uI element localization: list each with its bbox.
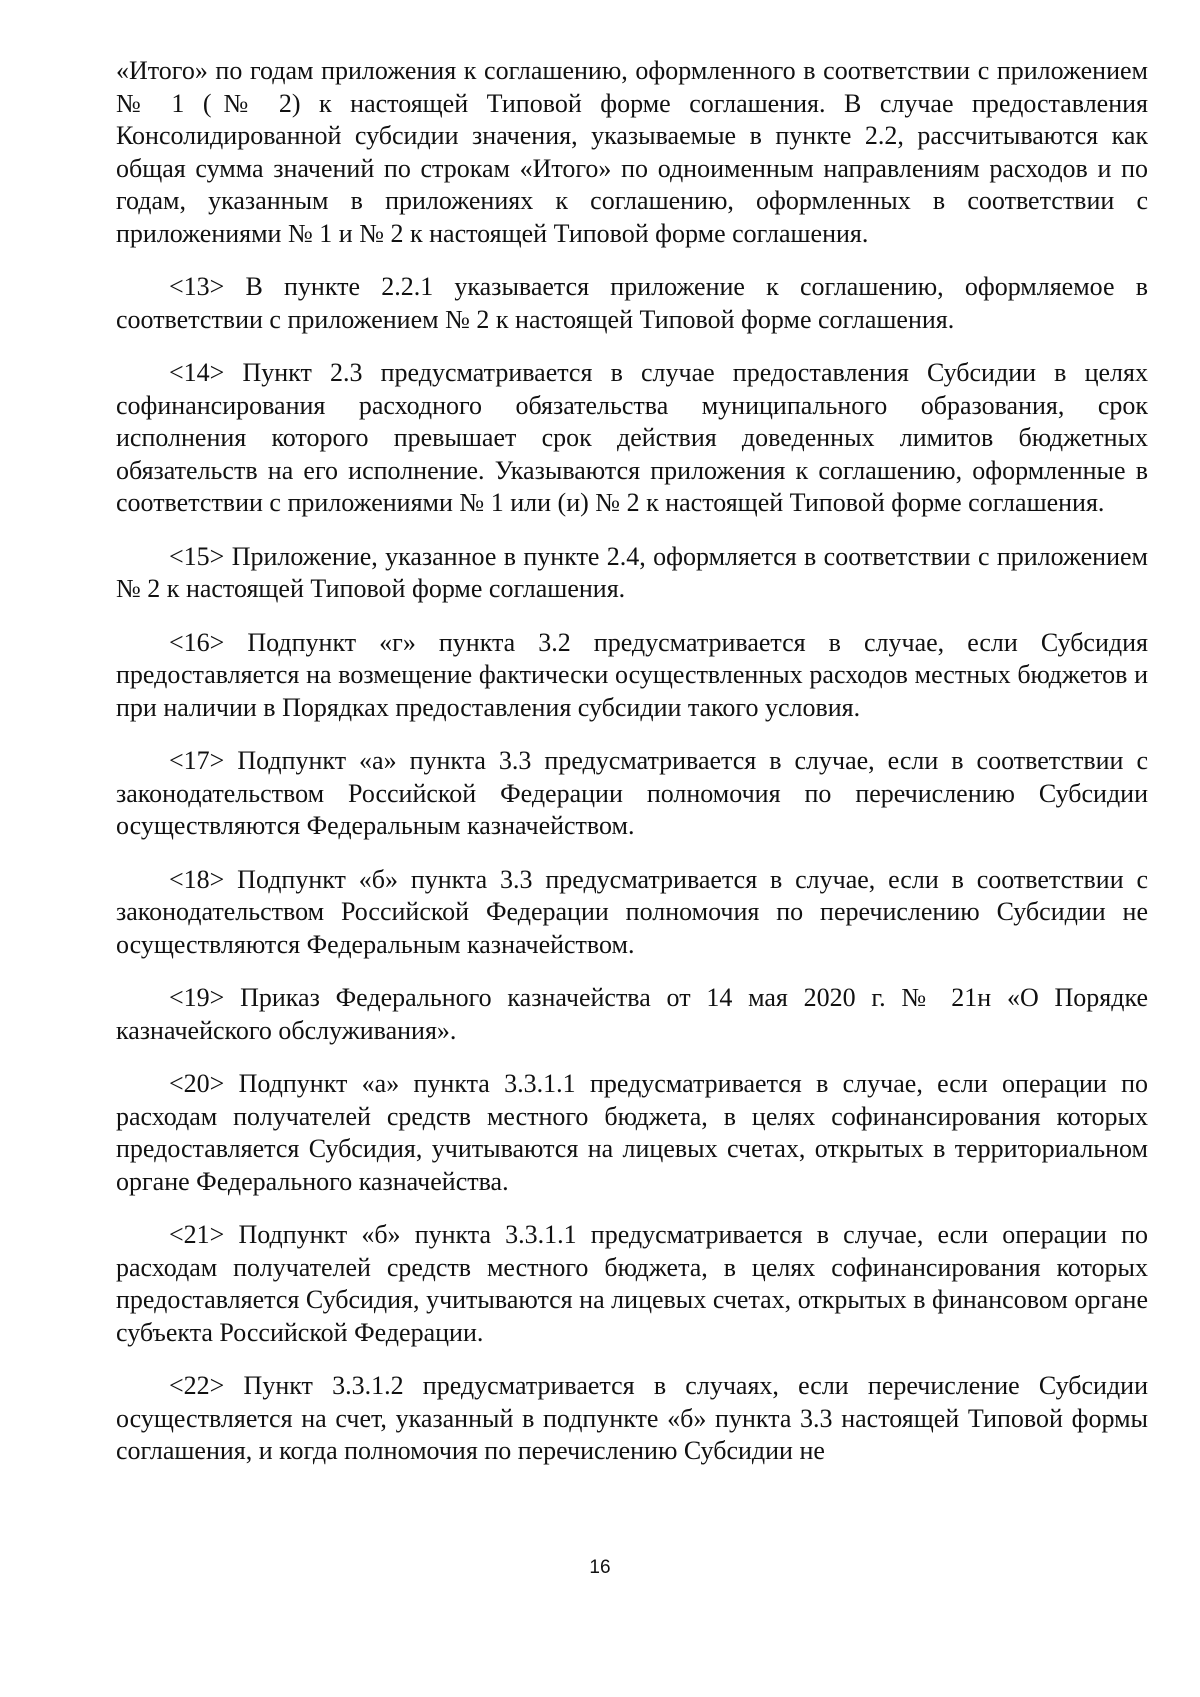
footnote-21: <21> Подпункт «б» пункта 3.3.1.1 предусматривается в случае, если операции по расходам получателей средств местного бюджета, в целях софинансирования которых предоставляется Субсидия, учитываются на лицевых счетах, открытых в финансовом органе субъекта Российской Федерации. (116, 1220, 1148, 1347)
footnote-18: <18> Подпункт «б» пункта 3.3 предусматривается в случае, если в соответствии с законодательством Российской Федерации полномочия по перечислению Субсидии не осуществляются Федеральным казначейством. (116, 864, 1148, 959)
footnote-15: <15> Приложение, указанное в пункте 2.4, оформляется в соответствии с приложением № 2 к настоящей Типовой форме соглашения. (116, 541, 1148, 603)
footnote-22: <22> Пункт 3.3.1.2 предусматривается в случаях, если перечисление Субсидии осуществляется на счет, указанный в подпункте «б» пункта 3.3 настоящей Типовой формы соглашения, и когда полномочия по перечислению Субсидии не (116, 1371, 1148, 1465)
footnote-20: <20> Подпункт «а» пункта 3.3.1.1 предусматривается в случае, если операции по расходам получателей средств местного бюджета, в целях софинансирования которых предоставляется Субсидия, учитываются на лицевых счетах, открытых в территориальном органе Федерального казначейства. (116, 1069, 1148, 1196)
footnote-13: <13> В пункте 2.2.1 указывается приложение к соглашению, оформляемое в соответствии с приложением № 2 к настоящей Типовой форме соглашения. (116, 272, 1148, 334)
page-number: 16 (589, 1557, 611, 1578)
document-body (116, 55, 1148, 1489)
footnote-14: <14> Пункт 2.3 предусматривается в случае предоставления Субсидии в целях софинансирования расходного обязательства муниципального образования, срок исполнения которого превышает срок действия доведенных лимитов бюджетных обязательств на его исполнение. Указываются приложения к соглашению, оформленные в соответствии с приложениями № 1 или (и) № 2 к настоящей Типовой форме соглашения. (116, 358, 1148, 517)
footnote-16: <16> Подпункт «г» пункта 3.2 предусматривается в случае, если Субсидия предоставляется на возмещение фактически осуществленных расходов местных бюджетов и при наличии в Порядках предоставления субсидии такого условия. (116, 627, 1148, 722)
paragraph-continuation: «Итого» по годам приложения к соглашению, оформленного в соответствии с приложением № 1 (№ 2) к настоящей Типовой форме соглашения. В случае предоставления Консолидированной субсидии значения, указываемые в пункте 2.2, рассчитываются как общая сумма значений по строкам «Итого» по одноименным направлениям расходов и по годам, указанным в приложениях к соглашению, оформленных в соответствии с приложениями № 1 и № 2 к настоящей Типовой форме соглашения. (116, 56, 1148, 248)
footnote-19: <19> Приказ Федерального казначейства от 14 мая 2020 г. № 21н «О Порядке казначейского обслуживания». (116, 983, 1148, 1045)
footnote-17: <17> Подпункт «а» пункта 3.3 предусматривается в случае, если в соответствии с законодательством Российской Федерации полномочия по перечислению Субсидии осуществляются Федеральным казначейством. (116, 746, 1148, 840)
